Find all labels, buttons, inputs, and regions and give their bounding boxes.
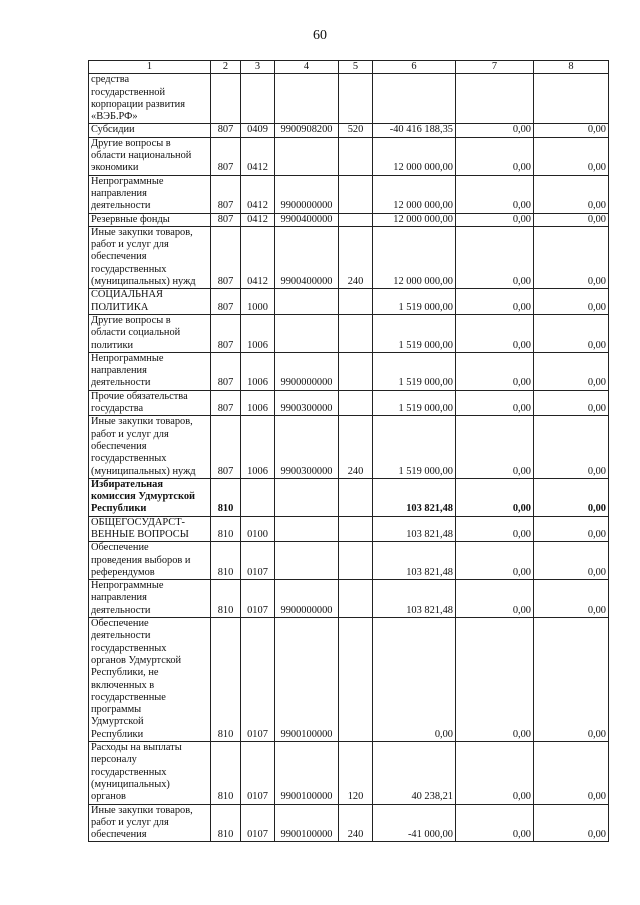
cell-code: 810 [211,580,241,618]
cell-code: 807 [211,137,241,175]
description-line: проведения выборов и [91,554,191,566]
budget-table [88,60,609,842]
cell-amount-7: 0,00 [456,618,534,742]
cell-section: 0107 [241,742,275,804]
cell-amount-7 [456,74,534,124]
cell-code: 807 [211,352,241,390]
cell-article: 9900000000 [275,580,339,618]
cell-expense-type [339,74,373,124]
cell-amount-7: 0,00 [456,542,534,580]
cell-description [89,618,211,742]
description-line: комиссия Удмуртской [91,491,196,503]
cell-article [275,137,339,175]
description-line: ПОЛИТИКА [91,301,149,313]
cell-amount-6: 1 519 000,00 [373,352,456,390]
description-line: обеспечения [91,440,147,452]
cell-amount-7: 0,00 [456,137,534,175]
cell-description [89,213,211,226]
description-line: работ и услуг для [91,816,169,828]
cell-description [89,175,211,213]
description-line: Республики, не [91,667,159,679]
table-row [89,542,609,580]
cell-article [275,314,339,352]
cell-amount-6: 12 000 000,00 [373,226,456,288]
table-row [89,804,609,842]
cell-article: 9900400000 [275,213,339,226]
cell-code: 807 [211,226,241,288]
cell-article: 9900000000 [275,175,339,213]
description-line: программы [91,704,142,716]
cell-section: 1006 [241,416,275,478]
header-col-7: 7 [456,61,534,74]
cell-description [89,226,211,288]
cell-description [89,416,211,478]
description-line: направления [91,365,147,377]
table-row [89,580,609,618]
cell-amount-8 [534,74,609,124]
cell-expense-type [339,352,373,390]
description-line: государственные [91,691,166,703]
cell-description [89,74,211,124]
header-col-2: 2 [211,61,241,74]
description-line: Расходы на выплаты [91,742,182,754]
cell-article [275,289,339,315]
cell-amount-6: 103 821,48 [373,516,456,542]
header-col-4: 4 [275,61,339,74]
description-line: Субсидии [91,124,135,136]
cell-description [89,580,211,618]
header-col-8: 8 [534,61,609,74]
cell-code: 807 [211,124,241,137]
cell-expense-type [339,542,373,580]
header-col-5: 5 [339,61,373,74]
cell-amount-8: 0,00 [534,175,609,213]
cell-section: 1006 [241,390,275,416]
cell-article: 9900300000 [275,390,339,416]
table-body [89,74,609,842]
cell-amount-8: 0,00 [534,314,609,352]
description-line: Прочие обязательства [91,390,188,402]
table-row [89,137,609,175]
description-line: органов Удмуртской [91,654,182,666]
cell-expense-type [339,175,373,213]
description-line: (муниципальных) нужд [91,465,196,477]
cell-article [275,516,339,542]
cell-amount-8: 0,00 [534,137,609,175]
cell-expense-type: 240 [339,804,373,842]
cell-amount-6: 12 000 000,00 [373,213,456,226]
cell-code: 807 [211,416,241,478]
table-row [89,390,609,416]
cell-amount-7: 0,00 [456,742,534,804]
cell-code: 810 [211,542,241,580]
description-line: Непрограммные [91,352,164,364]
description-line: деятельности [91,200,151,212]
cell-expense-type [339,314,373,352]
description-line: деятельности [91,630,151,642]
table-row [89,226,609,288]
header-col-6: 6 [373,61,456,74]
cell-expense-type [339,289,373,315]
cell-expense-type [339,516,373,542]
cell-section: 0412 [241,137,275,175]
cell-amount-6: -41 000,00 [373,804,456,842]
cell-amount-8: 0,00 [534,516,609,542]
description-line: корпорации развития [91,98,186,110]
cell-section: 0409 [241,124,275,137]
description-line: государственных [91,263,167,275]
description-line: средства [91,74,130,86]
cell-description [89,542,211,580]
description-line: персоналу [91,754,137,766]
cell-amount-8: 0,00 [534,804,609,842]
description-line: области социальной [91,327,181,339]
description-line: «ВЭБ.РФ» [91,111,138,123]
cell-amount-6: 1 519 000,00 [373,289,456,315]
page-number: 60 [313,28,327,43]
table-row [89,352,609,390]
cell-description [89,742,211,804]
description-line: референдумов [91,566,155,578]
cell-description [89,124,211,137]
cell-article: 9900300000 [275,416,339,478]
table-row [89,213,609,226]
cell-code: 807 [211,289,241,315]
cell-amount-8: 0,00 [534,542,609,580]
cell-amount-8: 0,00 [534,289,609,315]
cell-description [89,516,211,542]
description-line: Другие вопросы в [91,314,171,326]
cell-section: 1000 [241,289,275,315]
description-line: Удмуртской [91,716,144,728]
description-line: СОЦИАЛЬНАЯ [91,289,163,301]
description-line: (муниципальных) [91,778,170,790]
description-line: Непрограммные [91,580,164,592]
cell-section [241,478,275,516]
cell-expense-type: 240 [339,226,373,288]
cell-amount-7: 0,00 [456,390,534,416]
cell-amount-7: 0,00 [456,289,534,315]
table-header-row [89,61,609,74]
cell-amount-8: 0,00 [534,226,609,288]
description-line: Иные закупки товаров, [91,226,193,238]
cell-expense-type: 240 [339,416,373,478]
cell-amount-7: 0,00 [456,416,534,478]
table-row [89,314,609,352]
description-line: обеспечения [91,829,147,841]
cell-amount-7: 0,00 [456,580,534,618]
cell-amount-8: 0,00 [534,390,609,416]
cell-expense-type: 520 [339,124,373,137]
cell-amount-7: 0,00 [456,124,534,137]
cell-expense-type: 120 [339,742,373,804]
cell-code: 810 [211,516,241,542]
cell-code: 810 [211,804,241,842]
cell-description [89,289,211,315]
cell-amount-6: 103 821,48 [373,580,456,618]
cell-section: 0412 [241,175,275,213]
cell-expense-type [339,478,373,516]
cell-amount-8: 0,00 [534,478,609,516]
description-line: обеспечения [91,251,147,263]
header-col-3: 3 [241,61,275,74]
description-line: государственных [91,453,167,465]
cell-article [275,74,339,124]
cell-amount-8: 0,00 [534,124,609,137]
description-line: направления [91,187,147,199]
cell-description [89,478,211,516]
cell-section: 0107 [241,542,275,580]
cell-article: 9900100000 [275,742,339,804]
cell-section: 0107 [241,804,275,842]
cell-code: 810 [211,478,241,516]
cell-expense-type [339,580,373,618]
cell-code: 807 [211,314,241,352]
cell-amount-6: 103 821,48 [373,478,456,516]
cell-code: 807 [211,213,241,226]
cell-amount-6: 40 238,21 [373,742,456,804]
table-row [89,742,609,804]
cell-amount-6: -40 416 188,35 [373,124,456,137]
cell-amount-6: 103 821,48 [373,542,456,580]
description-line: (муниципальных) нужд [91,276,196,288]
cell-article: 9900100000 [275,618,339,742]
description-line: Иные закупки товаров, [91,416,193,428]
cell-amount-7: 0,00 [456,213,534,226]
cell-description [89,352,211,390]
cell-section: 1006 [241,314,275,352]
table-row [89,618,609,742]
cell-amount-6 [373,74,456,124]
cell-section: 1006 [241,352,275,390]
cell-expense-type [339,618,373,742]
cell-expense-type [339,137,373,175]
description-line: деятельности [91,604,151,616]
cell-code: 810 [211,618,241,742]
cell-amount-7: 0,00 [456,804,534,842]
cell-code: 810 [211,742,241,804]
cell-section: 0100 [241,516,275,542]
description-line: государства [91,403,144,415]
cell-amount-7: 0,00 [456,175,534,213]
description-line: органов [91,791,126,803]
description-line: включенных в [91,679,155,691]
table-row [89,416,609,478]
description-line: Республики [91,503,147,515]
description-line: ВЕННЫЕ ВОПРОСЫ [91,528,189,540]
cell-section: 0107 [241,580,275,618]
description-line: Избирательная [91,478,163,490]
description-line: государственных [91,766,167,778]
cell-amount-7: 0,00 [456,352,534,390]
cell-article [275,478,339,516]
description-line: Обеспечение [91,542,149,554]
cell-section: 0412 [241,213,275,226]
cell-amount-6: 12 000 000,00 [373,137,456,175]
cell-expense-type [339,390,373,416]
description-line: работ и услуг для [91,428,169,440]
cell-description [89,390,211,416]
description-line: Другие вопросы в [91,137,171,149]
cell-section [241,74,275,124]
cell-amount-6: 12 000 000,00 [373,175,456,213]
cell-amount-8: 0,00 [534,213,609,226]
cell-section: 0107 [241,618,275,742]
cell-amount-8: 0,00 [534,416,609,478]
table-row [89,175,609,213]
cell-code: 807 [211,175,241,213]
cell-article: 9900100000 [275,804,339,842]
cell-description [89,804,211,842]
cell-amount-6: 0,00 [373,618,456,742]
cell-description [89,137,211,175]
cell-section: 0412 [241,226,275,288]
table-row [89,516,609,542]
cell-amount-8: 0,00 [534,352,609,390]
description-line: экономики [91,162,139,174]
cell-code: 807 [211,390,241,416]
description-line: политики [91,339,134,351]
description-line: Непрограммные [91,175,164,187]
cell-amount-6: 1 519 000,00 [373,390,456,416]
cell-expense-type [339,213,373,226]
description-line: Иные закупки товаров, [91,804,193,816]
cell-amount-7: 0,00 [456,478,534,516]
cell-code [211,74,241,124]
cell-article: 9900400000 [275,226,339,288]
description-line: государственной [91,86,166,98]
description-line: Резервные фонды [91,213,170,225]
description-line: деятельности [91,377,151,389]
cell-description [89,314,211,352]
cell-article [275,542,339,580]
cell-amount-6: 1 519 000,00 [373,314,456,352]
cell-amount-6: 1 519 000,00 [373,416,456,478]
cell-amount-8: 0,00 [534,618,609,742]
table-row [89,74,609,124]
description-line: направления [91,592,147,604]
cell-amount-8: 0,00 [534,742,609,804]
table-row [89,289,609,315]
cell-article: 9900908200 [275,124,339,137]
cell-amount-7: 0,00 [456,516,534,542]
description-line: государственных [91,642,167,654]
table-row [89,478,609,516]
description-line: области национальной [91,150,192,162]
description-line: Обеспечение [91,618,149,630]
cell-amount-8: 0,00 [534,580,609,618]
description-line: Республики [91,728,144,740]
table-row [89,124,609,137]
header-col-1: 1 [89,61,211,74]
description-line: работ и услуг для [91,239,169,251]
cell-amount-7: 0,00 [456,314,534,352]
cell-amount-7: 0,00 [456,226,534,288]
cell-article: 9900000000 [275,352,339,390]
description-line: ОБЩЕГОСУДАРСТ- [91,516,186,528]
